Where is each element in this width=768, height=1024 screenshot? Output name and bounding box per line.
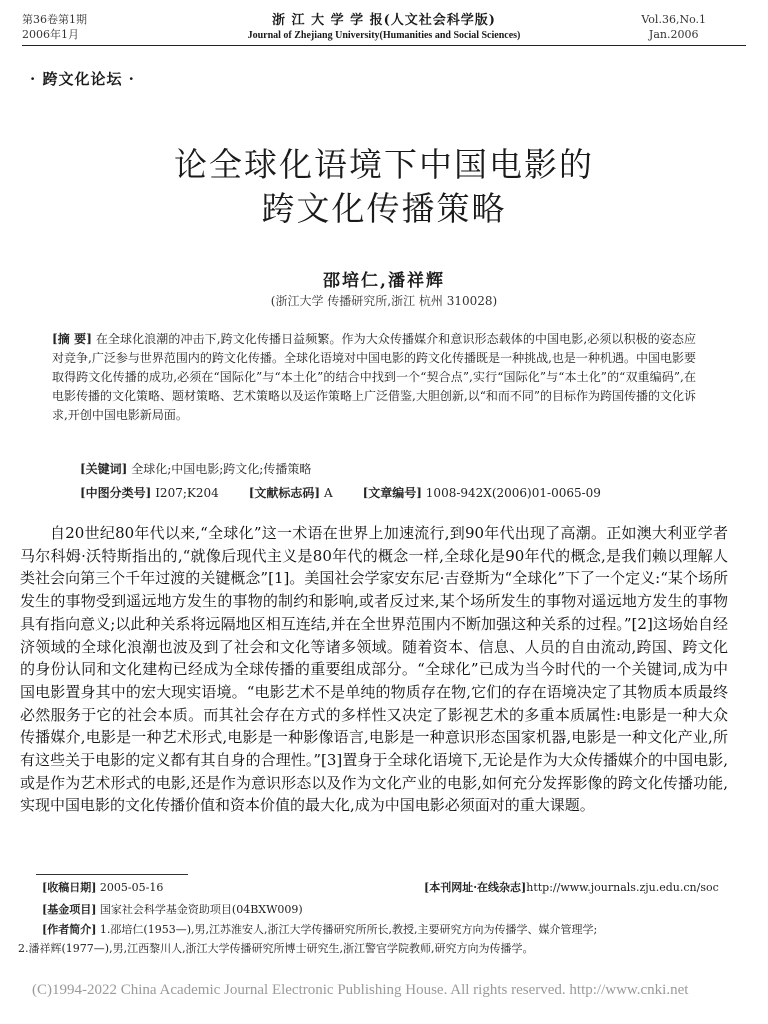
keywords-label: [关键词] <box>80 462 128 476</box>
url-label: [本刊网址·在线杂志] <box>424 881 527 894</box>
article-number <box>363 484 601 501</box>
classification-row <box>80 484 601 501</box>
header-divider <box>22 45 746 46</box>
abstract-label: [摘 要] <box>52 332 92 346</box>
author-info <box>42 922 732 938</box>
received-label: [收稿日期] <box>42 881 97 894</box>
clc-label: [中图分类号] <box>80 486 152 500</box>
author-info-1: 1.邵培仁(1953—),男,江苏淮安人,浙江大学传播研究所所长,教授,主要研究方向为传播学、媒介管理学; <box>99 923 598 936</box>
article-number-label: [文章编号] <box>362 486 422 500</box>
received-value: 2005-05-16 <box>99 881 164 894</box>
issue-info-cn <box>22 12 87 42</box>
url-value[interactable]: http://www.journals.zju.edu.cn/soc <box>526 881 719 894</box>
keywords-text: 全球化;中国电影;跨文化;传播策略 <box>131 462 312 476</box>
journal-header <box>150 12 618 42</box>
abstract <box>52 330 696 425</box>
fund-info <box>42 902 303 918</box>
affiliation: (浙江大学 传播研究所,浙江 杭州 310028) <box>270 294 498 308</box>
copyright-watermark: (C)1994-2022 China Academic Journal Electronic Publishing House. All rights reserved. http://www.cnki.net <box>32 982 689 998</box>
journal-url <box>424 880 719 896</box>
clc-code <box>80 484 219 501</box>
article-number-value: 1008-942X(2006)01-0065-09 <box>425 486 601 500</box>
fund-label: [基金项目] <box>42 903 97 916</box>
journal-title-cn: 浙 江 大 学 学 报(人文社会科学版) <box>272 13 496 28</box>
article-title <box>0 143 768 231</box>
abstract-text: 在全球化浪潮的冲击下,跨文化传播日益频繁。作为大众传播媒介和意识形态载体的中国电影,必须以积极的姿态应对竞争,广泛参与世界范围内的跨文化传播。全球化语境对中国电影的跨文化传播既是一种挑战,也是一种机遇。中国电影要取得跨文化传播的成功,必须在“国际化”与“本土化”的结合中找到一个“契合点”,实行“国际化”与“本土化”的“双重编码”,在电影传播的文化策略、题材策略、艺术策略以及运作策略上广泛借鉴,大胆创新,以“和而不同”的目标作为跨国传播的文化诉求,开创中国电影新局面。 <box>52 332 696 422</box>
received-date <box>42 880 163 896</box>
column-label: · 跨文化论坛 · <box>30 70 135 88</box>
author-info-2: 2.潘祥辉(1977—),男,江西黎川人,浙江大学传播研究所博士研究生,浙江警官学院教师,研究方向为传播学。 <box>18 942 534 955</box>
keywords <box>80 460 311 477</box>
fund-value: 国家社会科学基金资助项目(04BXW009) <box>99 903 303 916</box>
volume-en: Vol.36,No.1 <box>641 13 706 26</box>
footnote-divider <box>36 874 188 875</box>
doc-code <box>249 484 333 501</box>
journal-title-en: Journal of Zhejiang University(Humanities and Social Sciences) <box>247 30 521 41</box>
volume-cn: 第36卷第1期 <box>22 13 87 26</box>
doc-value: A <box>323 486 333 500</box>
authors: 邵培仁,潘祥辉 <box>323 271 445 291</box>
date-cn: 2006年1月 <box>22 28 79 41</box>
title-line-2: 跨文化传播策略 <box>261 189 507 228</box>
doc-label: [文献标志码] <box>248 486 321 500</box>
clc-value: I207;K204 <box>155 486 219 500</box>
author-info-label: [作者简介] <box>42 923 97 936</box>
date-en: Jan.2006 <box>648 28 699 41</box>
title-line-1: 论全球化语境下中国电影的 <box>174 145 594 184</box>
issue-info-en <box>641 12 706 42</box>
body-paragraph: 自20世纪80年代以来,“全球化”这一术语在世界上加速流行,到90年代出现了高潮。正如澳大利亚学者马尔科姆·沃特斯指出的,“就像后现代主义是80年代的概念一样,全球化是90年代的概念,是我们赖以理解人类社会向第三个千年过渡的关键概念”[1]。美国社会学家安东尼·吉登斯为“全球化”下了一个定义:“某个场所发生的事物受到遥远地方发生的事物的制约和影响,或者反过来,某个场所发生的事物对遥远地方发生的事物具有指向意义;以此种关系将远隔地区相互连结,并在全世界范围内不断加强这种关系的过程。”[2]这场始自经济领域的全球化浪潮也波及到了社会和文化等诸多领域。随着资本、信息、人员的自由流动,跨国、跨文化的身份认同和文化建构已经成为全球传播的重要组成部分。“全球化”已成为当今时代的一个关键词,成为中国电影置身其中的宏大现实语境。“电影艺术不是单纯的物质存在物,它们的存在语境决定了其物质本质最终必然服务于它的社会本质。而其社会存在方式的多样性又决定了影视艺术的多重本质属性:电影是一种大众传播媒介,电影是一种艺术形式,电影是一种影像语言,电影是一种意识形态国家机器,电影是一种文化产业,所有这些关于电影的定义都有其自身的合理性。”[3]置身于全球化语境下,无论是作为大众传播媒介的中国电影,或是作为艺术形式的电影,还是作为意识形态以及作为文化产业的电影,如何充分发挥影像的跨文化传播功能,实现中国电影的文化传播价值和资本价值的最大化,成为中国电影必须面对的重大课题。 <box>20 524 728 815</box>
